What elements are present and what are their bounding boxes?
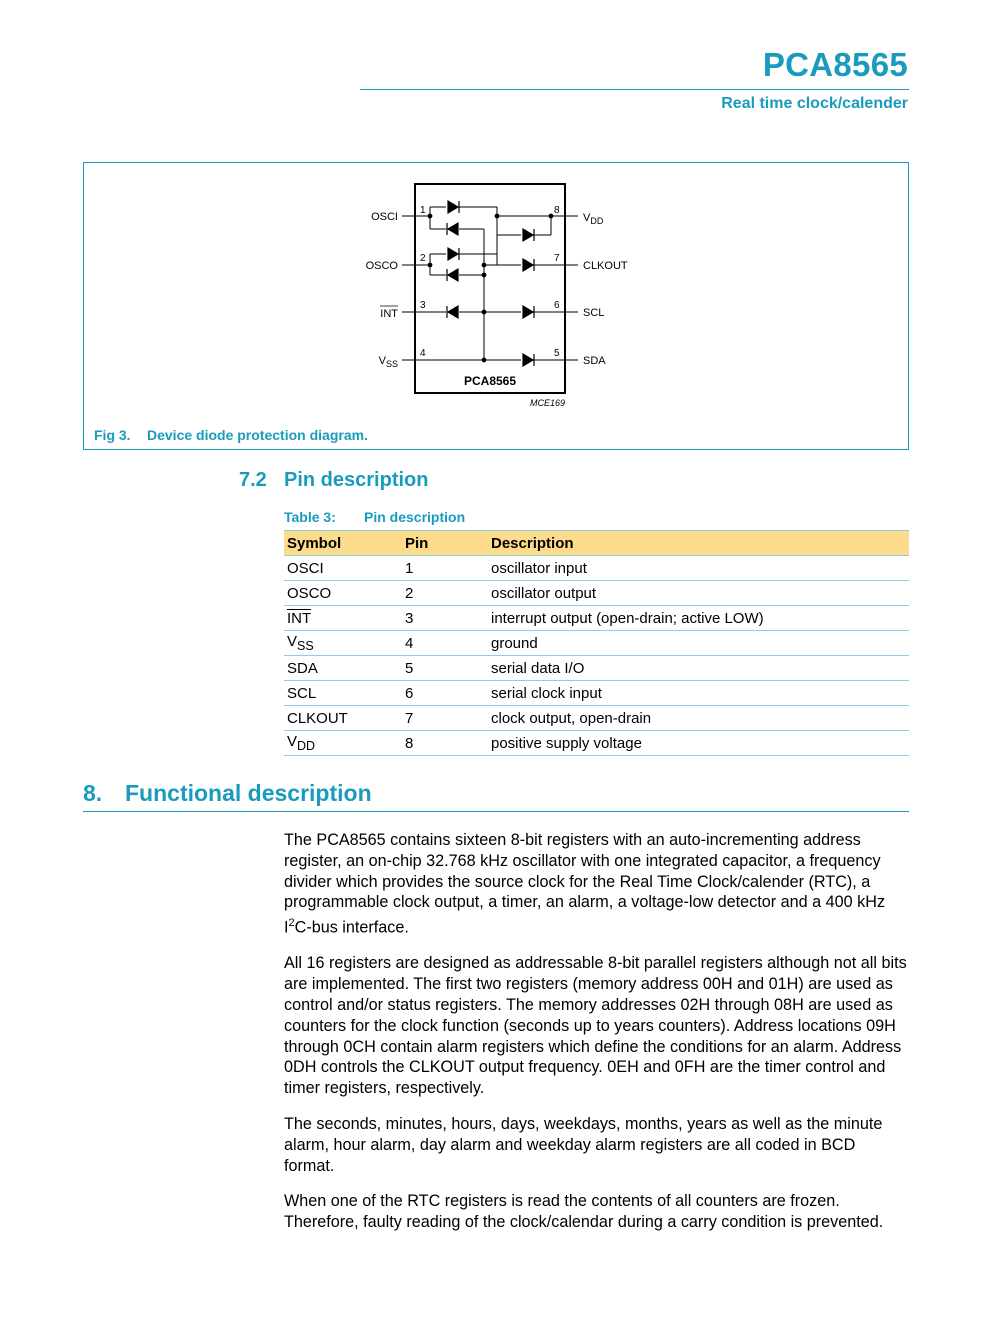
section-title: Pin description (284, 469, 429, 491)
pin-number-1: 1 (420, 205, 426, 216)
section-7-2-heading (239, 469, 428, 492)
table-row (284, 631, 909, 656)
pin-label-vss: $V_{SS}$ (378, 355, 398, 369)
cell-description: clock output, open-drain (488, 706, 909, 731)
section-8-heading (83, 780, 372, 807)
cell-pin: 7 (402, 706, 488, 731)
table-row (284, 556, 909, 581)
section-title: Functional description (125, 780, 372, 806)
cell-description: positive supply voltage (488, 731, 909, 756)
cell-pin: 6 (402, 681, 488, 706)
cell-pin: 4 (402, 631, 488, 656)
table-caption-number: Table 3: (284, 509, 336, 525)
cell-pin: 1 (402, 556, 488, 581)
cell-pin: 5 (402, 656, 488, 681)
paragraph-4: When one of the RTC registers is read the contents of all counters are frozen. Therefore, faulty reading of the clock/calendar during a carry condition is prevented. (284, 1192, 884, 1232)
pin-label-vdd: $V_{DD}$ (583, 212, 604, 226)
figure-caption-number: Fig 3. (94, 427, 131, 443)
pin-number-8: 8 (554, 205, 560, 216)
cell-symbol: SCL (284, 681, 402, 706)
pin-label-scl: SCL (583, 307, 605, 319)
pin-label-int: INT (380, 308, 398, 320)
table-row (284, 606, 909, 631)
pin-label-clkout: CLKOUT (583, 260, 628, 272)
pin-number-4: 4 (420, 348, 426, 359)
header-pin: Pin (402, 531, 488, 556)
pin-description-table (284, 530, 909, 756)
table-row (284, 681, 909, 706)
document-subtitle: Real time clock/calender (721, 95, 908, 112)
pin-label-sda: SDA (583, 355, 606, 367)
cell-pin: 3 (402, 606, 488, 631)
table-caption-text: Pin description (364, 509, 466, 525)
cell-description: serial clock input (488, 681, 909, 706)
cell-pin: 2 (402, 581, 488, 606)
chip-outline (415, 184, 565, 393)
figure-3-box (83, 162, 909, 450)
functional-description-body (284, 830, 909, 1248)
pin-number-2: 2 (420, 253, 426, 264)
paragraph-2: All 16 registers are designed as addressable 8-bit parallel registers although not all bits are implemented. The first two registers (memory address 00H and 01H) are used as control and/or status registers. The memory addresses 02H through 08H are used as counters for the clock function (seconds up to years counters). Address locations 09H through 0CH contain alarm registers which define the conditions for an alarm. Address 0DH controls the CLKOUT output frequency. 0EH and 0FH are the timer control and timer registers, respectively. (284, 954, 907, 1098)
cell-symbol: $\overline{INT}$ (284, 606, 402, 631)
cell-symbol: SDA (284, 656, 402, 681)
table-row (284, 706, 909, 731)
pin-number-6: 6 (554, 300, 560, 311)
cell-description: ground (488, 631, 909, 656)
table-row (284, 731, 909, 756)
section-divider (83, 811, 909, 812)
cell-symbol: OSCI (284, 556, 402, 581)
header-symbol: Symbol (284, 531, 402, 556)
figure-code: MCE169 (529, 398, 565, 408)
figure-caption-text: Device diode protection diagram. (147, 427, 368, 443)
paragraph-1: The PCA8565 contains sixteen 8-bit registers with an auto-incrementing address register, an on-chip 32.768 kHz oscillator with one integrated capacitor, a frequency divider which provides the source clock for the Real Time Clock/calender (RTC), a programmable clock output, a timer, an alarm, a voltage-low detector and a 400 kHz $I^2C$-bus interface. (284, 831, 886, 937)
pin-number-7: 7 (554, 253, 560, 264)
figure-caption (94, 427, 368, 443)
section-number: 8. (83, 780, 103, 806)
cell-symbol: OSCO (284, 581, 402, 606)
cell-symbol: $V_{DD}$ (284, 731, 402, 756)
cell-symbol: CLKOUT (284, 706, 402, 731)
header-description: Description (488, 531, 909, 556)
table-row (284, 656, 909, 681)
chip-label: PCA8565 (463, 374, 517, 388)
table-caption (284, 509, 465, 525)
diode-protection-diagram (84, 163, 908, 423)
table-row (284, 581, 909, 606)
header-divider (360, 89, 909, 90)
cell-description: serial data I/O (488, 656, 909, 681)
cell-description: interrupt output (open-drain; active LOW) (488, 606, 909, 631)
section-number: 7.2 (239, 469, 267, 491)
cell-pin: 8 (402, 731, 488, 756)
table-header-row (284, 531, 909, 556)
cell-description: oscillator input (488, 556, 909, 581)
pin-label-osco: OSCO (365, 260, 398, 272)
cell-symbol: $V_{SS}$ (284, 631, 402, 656)
paragraph-3: The seconds, minutes, hours, days, weekdays, months, years as well as the minute alarm, hour alarm, day alarm and weekday alarm registers are all coded in BCD format. (284, 1114, 883, 1175)
pin-number-3: 3 (420, 300, 426, 311)
cell-description: oscillator output (488, 581, 909, 606)
pin-label-osci: OSCI (371, 211, 398, 223)
pin-number-5: 5 (554, 348, 560, 359)
document-title: PCA8565 (762, 46, 908, 83)
